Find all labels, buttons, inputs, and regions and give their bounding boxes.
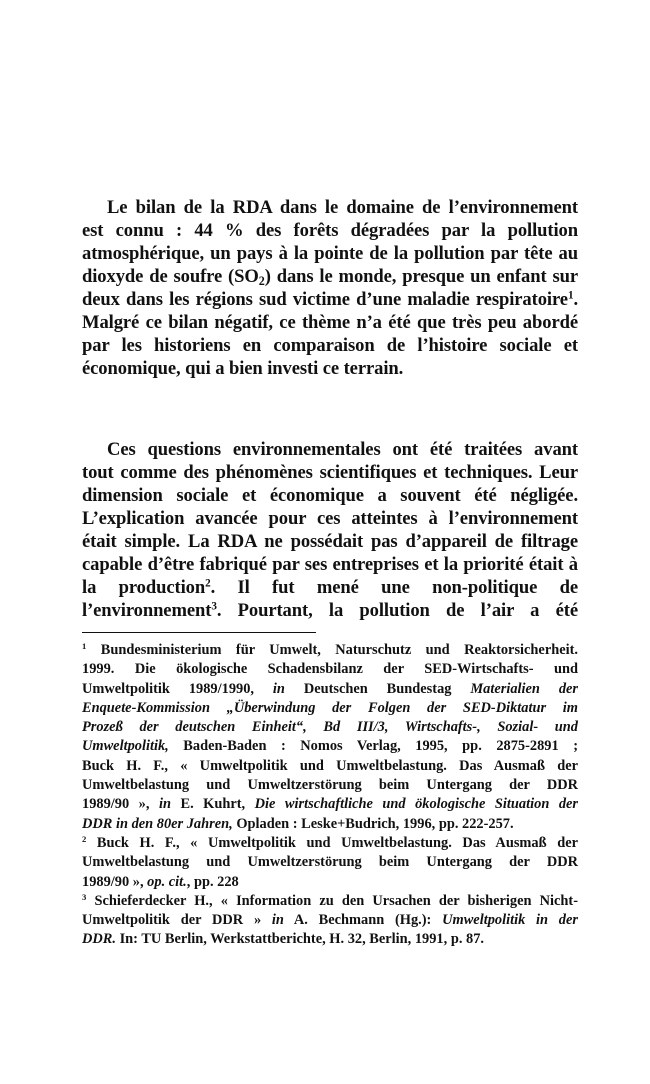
text: 1999. Die ökologische Schadensbilanz der SED-Wirtschafts- und [82,661,578,678]
italic-text: op. cit. [147,873,187,890]
text: Ces questions environnementales ont été traitées avant [107,439,578,460]
text: la production [82,577,206,598]
text: Malgré ce bilan négatif, ce thème n’a été que très peu abordé [82,312,578,333]
text-line [82,530,578,553]
text-line [82,576,578,599]
text: dioxyde de soufre (SO [82,266,259,287]
footnote-line [82,911,578,930]
footnote-line [82,680,578,699]
text: E. Kuhrt, [170,796,255,813]
footnote-ref[interactable]: 3 [211,600,217,613]
text: l’environnement [82,600,212,621]
text: Schieferdecker H., « Information zu den Ursachen der bisherigen Nicht- [86,892,578,909]
italic-text: DDR. [82,931,116,948]
footnote-line [82,873,578,892]
footnote-line [82,776,578,795]
text: L’explication avancée pour ces atteintes à l’environnement [82,508,578,529]
footnote-line [82,815,578,834]
text-line [82,219,578,242]
footnote-ref[interactable]: 2 [205,577,211,590]
text-line [82,196,578,219]
paragraph-2 [82,438,578,622]
footnote-line [82,795,578,814]
text: Buck H. F., « Umweltpolitik und Umweltbelastung. Das Ausmaß der [86,834,578,851]
text: . [573,289,578,310]
text: Deutschen Bundestag [284,680,471,697]
text: tout comme des phénomènes scientifiques et techniques. Leur [82,462,578,483]
text: A. Bechmann (Hg.): [283,912,443,929]
text: est connu : 44 % des forêts dégradées par la pollution [82,220,578,241]
text: Opladen : Leske+Budrich, 1996, pp. 222-257. [232,815,514,832]
text: 1989/90 », [82,873,148,890]
text: Umweltpolitik der DDR » [82,912,272,929]
text: économique, qui a bien investi ce terrain. [82,358,404,379]
text: . Il fut mené une non-politique de [210,577,578,598]
text: était simple. La RDA ne possédait pas d’appareil de filtrage [82,531,578,552]
footnote-line [82,892,578,911]
footnote-line [82,660,578,679]
footnote-line [82,853,578,872]
text: capable d’être fabriqué par ses entreprises et la priorité était à [82,554,578,575]
footnote-3 [82,892,578,950]
text: ) dans le monde, presque un enfant sur [264,266,578,287]
footnote-ref[interactable]: 1 [82,640,87,651]
text-line [82,265,578,288]
footnote-line [82,757,578,776]
text-line [82,553,578,576]
text: 1989/90 », [82,796,159,813]
text: Umweltbelastung und Umweltzerstörung beim Untergang der DDR [82,854,578,871]
italic-text: DDR in den 80er Jahren, [82,815,233,832]
footnote-1 [82,641,578,834]
text: Buck H. F., « Umweltpolitik und Umweltbelastung. Das Ausmaß der [82,757,578,774]
italic-text: Enquete-Kommission „Überwindung der Folgen der SED-Diktatur im [82,699,578,716]
footnote-2 [82,834,578,892]
text: atmosphérique, un pays à la pointe de la pollution par tête au [82,243,578,264]
footnote-line [82,834,578,853]
text: . Pourtant, la pollution de l’air a été [216,600,578,621]
italic-text: Materialien der [470,680,578,697]
text-line [82,438,578,461]
footnotes [82,641,578,950]
subscript: 2 [258,274,265,289]
text-line [82,507,578,530]
footnote-line [82,737,578,756]
text-line [82,311,578,334]
text: deux dans les régions sud victime d’une maladie respiratoire [82,289,568,310]
text: Bundesministerium für Umwelt, Naturschutz und Reaktorsicherheit. [86,642,578,658]
text: Umweltpolitik 1989/1990, [82,680,273,697]
text: par les historiens en comparaison de l’histoire sociale et [82,335,578,356]
text: , pp. 228 [186,873,239,890]
text: In: TU Berlin, Werkstattberichte, H. 32, Berlin, 1991, p. 87. [115,931,485,948]
italic-text: in [271,912,284,929]
text-line [82,599,578,622]
footnote-line [82,699,578,718]
italic-text: in [158,796,171,813]
footnote-ref[interactable]: 1 [567,289,574,302]
text-line [82,242,578,265]
footnote-ref[interactable]: 3 [82,891,87,902]
text-line [82,334,578,357]
footnote-line [82,718,578,737]
italic-text: Prozeß der deutschen Einheit“, Bd III/3, Wirtschafts-, Sozial- und [82,719,578,736]
text-line [82,484,578,507]
text: Baden-Baden : Nomos Verlag, 1995, pp. 2875-2891 ; [168,738,578,755]
text-line [82,461,578,484]
italic-text: Umweltpolitik, [82,738,169,755]
footnote-line [82,641,578,660]
text-line [82,357,578,380]
footnote-line [82,930,578,949]
text: Le bilan de la RDA dans le domaine de l’environnement [107,197,578,218]
italic-text: Die wirtschaftliche und ökologische Situation der [254,796,578,813]
footnote-ref[interactable]: 2 [82,833,87,844]
paragraph-1 [82,196,578,380]
text: dimension sociale et économique a souvent été négligée. [82,485,578,506]
italic-text: Umweltpolitik in der [442,912,578,929]
text: Umweltbelastung und Umweltzerstörung beim Untergang der DDR [82,777,578,794]
italic-text: in [272,680,285,697]
text-line [82,288,578,311]
footnote-separator [82,632,316,633]
